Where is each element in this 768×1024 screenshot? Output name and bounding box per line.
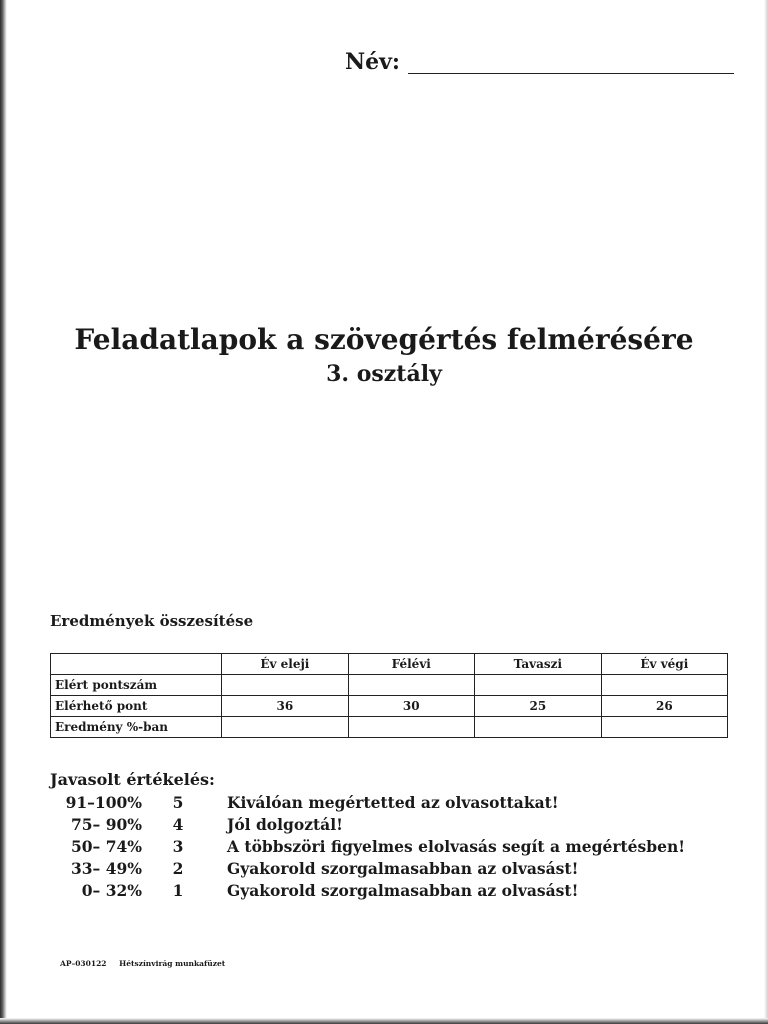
table-row [51, 675, 728, 696]
table-cell: 30 [348, 696, 475, 717]
grade-text: Jól dolgoztál! [227, 815, 343, 834]
grade-text: A többszöri figyelmes elolvasás segít a megértésben! [227, 837, 686, 856]
grade-range: 50– 74% [70, 837, 142, 856]
grading-row [50, 792, 670, 814]
table-cell[interactable] [348, 717, 475, 738]
column-header: Év eleji [222, 654, 348, 675]
grading-list [50, 792, 686, 902]
grade-value: 3 [172, 837, 184, 856]
grade-text: Gyakorold szorgalmasabban az olvasást! [227, 881, 579, 900]
footer [60, 959, 225, 968]
grade-value: 2 [172, 859, 184, 878]
name-label: Név: [345, 49, 401, 75]
row-label: Eredmény %-ban [51, 717, 222, 738]
row-label: Elérhető pont [51, 696, 222, 717]
scan-edge-right [764, 0, 768, 1024]
table-cell[interactable] [601, 675, 727, 696]
name-field [345, 44, 734, 74]
table-cell[interactable] [475, 675, 602, 696]
grading-row [50, 814, 670, 836]
header-empty-cell [51, 654, 222, 675]
footer-code: AP–030122 [60, 959, 107, 968]
table-cell: 36 [222, 696, 348, 717]
results-header-row [51, 654, 728, 675]
table-row [51, 696, 728, 717]
grading-row [50, 880, 670, 902]
grading-row [50, 858, 670, 880]
grading-row [50, 836, 686, 858]
table-row [51, 717, 728, 738]
table-cell[interactable] [222, 675, 348, 696]
grade-range: 91–100% [65, 793, 142, 812]
page-title: Feladatlapok a szövegértés felmérésére [74, 323, 694, 356]
grade-text: Kiválóan megértetted az olvasottakat! [227, 793, 559, 812]
column-header: Tavaszi [475, 654, 602, 675]
table-cell[interactable] [348, 675, 475, 696]
footer-publisher: Hétszínvirág munkafüzet [119, 959, 226, 968]
grading-heading: Javasolt értékelés: [50, 770, 215, 789]
name-input-line[interactable] [408, 53, 734, 74]
page-subtitle: 3. osztály [326, 361, 442, 387]
table-cell: 26 [601, 696, 727, 717]
column-header: Év végi [601, 654, 727, 675]
column-header: Félévi [348, 654, 475, 675]
table-cell[interactable] [222, 717, 348, 738]
results-heading: Eredmények összesítése [50, 612, 254, 630]
grade-text: Gyakorold szorgalmasabban az olvasást! [227, 859, 579, 878]
results-table [50, 653, 728, 738]
grade-value: 1 [172, 881, 184, 900]
grade-value: 5 [172, 793, 184, 812]
table-cell[interactable] [601, 717, 727, 738]
scan-edge-bottom [0, 1018, 768, 1024]
grade-range: 33– 49% [70, 859, 142, 878]
table-cell[interactable] [475, 717, 602, 738]
row-label: Elért pontszám [51, 675, 222, 696]
grade-value: 4 [172, 815, 184, 834]
scan-edge-left [0, 0, 7, 1024]
grade-range: 0– 32% [81, 881, 142, 900]
table-cell: 25 [475, 696, 602, 717]
grade-range: 75– 90% [70, 815, 142, 834]
